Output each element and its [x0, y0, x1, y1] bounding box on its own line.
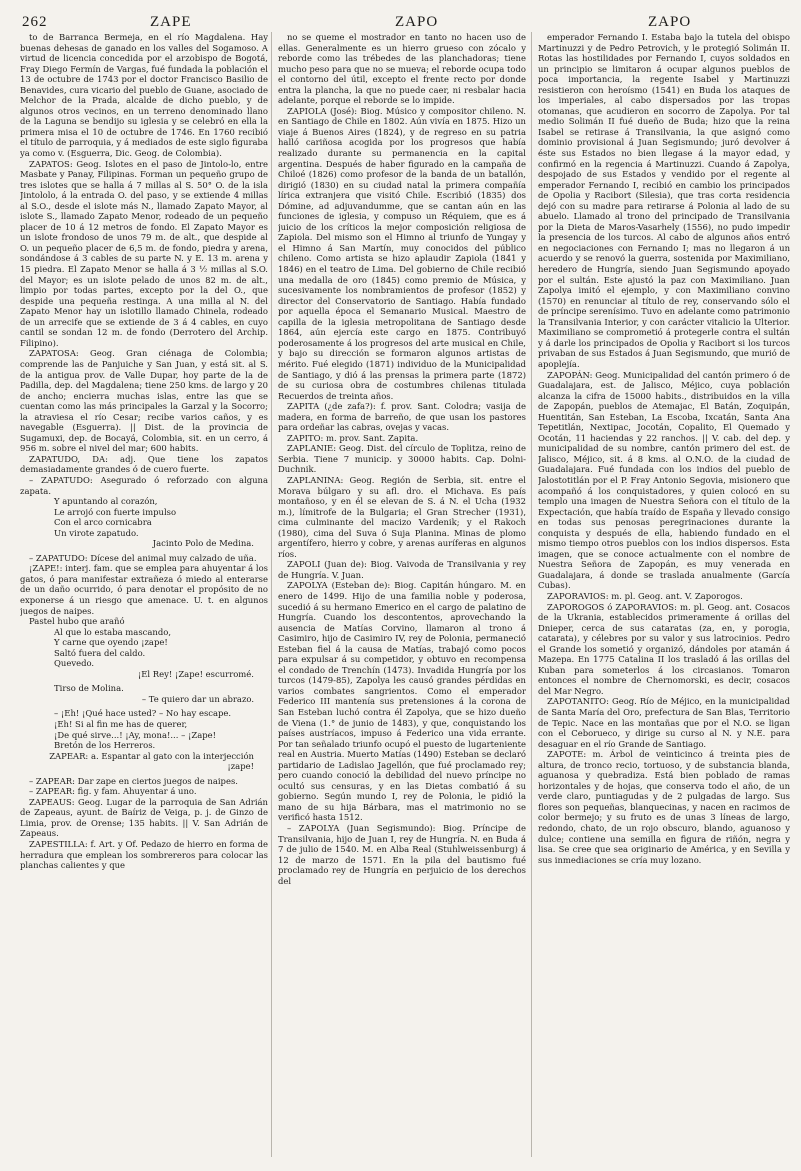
entry-paragraph: ¡Eh! Si al fin me has de querer, [54, 719, 188, 729]
entry-paragraph: Al que lo estaba mascando, [54, 626, 172, 637]
page-number: 262 [22, 14, 48, 30]
entry-paragraph: ZAPOLI (Juan de): Biog. Vaivoda de Transilvania y rey de Hungría. V. Juan. [278, 559, 526, 580]
entry-paragraph: no se queme el mostrador en tanto no hacen uso de ellas. Generalmente es un hierro grueso con zócalo y reborde como las trébedes de las planchadoras; tiene mucho peso para que no se mueva; el reborde ocupa todo el contorno del útil, excepto el frente recto por donde entra la plancha, la que no puede caer, ni resbalar hacia adelante, porque el reborde se lo impide. [278, 32, 526, 106]
entry-paragraph: ZAPATUDO, DA: adj. Que tiene los zapatos demasiadamente grandes ó de cuero fuerte. [20, 453, 268, 475]
entry-paragraph: ZAPITO: m. prov. Sant. Zapita. [287, 432, 419, 443]
running-head-right: ZAPO [648, 14, 692, 30]
entry-paragraph: ZAPORAVIOS: m. pl. Geog. ant. V. Zaporogos. [547, 590, 743, 601]
entry-paragraph: ¡De qué sirve...! ¡Ay, mona!... – ¡Zape! [54, 729, 217, 740]
entry-paragraph: to de Barranca Bermeja, en el río Magdalena. Hay buenas dehesas de ganado en los valles del Sogamoso. A virtud de licencia concedida por el arzobispo de Bogotá, Fray Diego Fermín de Vargas, fué fundada la población el 13 de octubre de 1743 por el doctor Francisco Basilio de Benavides, cura vicario del pueblo de Guane, asociado de Melchor de la Prada, alcalde de dicho pueblo, y de algunos otros vecinos, en un terreno denominado llano de la Laguna se bendijo su iglesia y se celebró en ella la primera misa el 10 de octubre de 1746. En 1760 recibió el título de parroquia, y á mediados de este siglo figuraba ya como v. (Esguerra, Dic. Geog. de Colombia). [20, 32, 268, 159]
entry-paragraph: – ZAPEAR: Dar zape en ciertos juegos de naipes. [29, 775, 238, 786]
entry-paragraph: – ZAPATUDO: Dícese del animal muy calzado de uña. [29, 552, 257, 563]
entry-paragraph: Un virote zapatudo. [54, 527, 139, 538]
column-rule [531, 32, 532, 1157]
entry-paragraph: – Te quiero dar un abrazo. [141, 693, 254, 704]
running-head-left: ZAPE [150, 14, 192, 30]
entry-paragraph: ¡El Rey! ¡Zape! escurromé. [137, 668, 254, 679]
entry-paragraph: Y apuntando al corazón, [54, 496, 158, 507]
text-column-1 [20, 32, 268, 1162]
running-head-middle: ZAPO [395, 14, 439, 30]
column-rule [271, 32, 272, 1157]
entry-paragraph: – ZAPOLYA (Juan Segismundo): Biog. Príncipe de Transilvania, hijo de Juan I, rey de Hungría. N. en Buda á 7 de julio de 1540. M. en Alba Real (Stuhlweissenburg) á 12 de marzo de 1571. En la pila del bautismo fué proclamado rey de Hungría en perjuicio de los derechos del [278, 823, 526, 886]
entry-paragraph: – ZAPEAR: fig. y fam. Ahuyentar á uno. [29, 786, 197, 797]
entry-paragraph: Bretón de los Herreros. [54, 740, 156, 751]
entry-paragraph: ZAPOTANITO: Geog. Río de Méjico, en la municipalidad de Santa María del Oro, prefectura de San Blas, Territorio de Tepic. Nace en las montañas que por el N.O. se ligan con el Ceborueco, y dirige su curso al N. y N.E. para desaguar en el río Grande de Santiago. [538, 696, 790, 749]
entry-paragraph: Jacinto Polo de Medina. [152, 538, 254, 549]
entry-paragraph: Pastel hubo que arañó [29, 616, 125, 627]
entry-paragraph: Con el arco cornicabra [54, 517, 152, 528]
entry-paragraph: ZAPLANIE: Geog. Dist. del círculo de Toplitza, reino de Serbia. Tiene 7 municip. y 30000 habits. Cap. Dolni-Duchnik. [278, 443, 526, 475]
entry-paragraph: ZAPIOLA (José): Biog. Músico y compositor chileno. N. en Santiago de Chile en 1802. Aún vivía en 1875. Hizo un viaje á Buenos Aires (1824), y de regreso en su patria halló cariñosa acogida por los progresos que había realizado durante su permanencia en la capital argentina. Después de haber figurado en la campaña de Chiloé (1826) como profesor de la banda de un batallón, dirigió (1830) en su ciudad natal la primera compañía lírica extranjera que visitó Chile. Escribió (1835) dos Dómine, ad adjuvandumme, que se cantan aún en las funciones de iglesia, y compuso un Réquiem, que es á juicio de los críticos la mejor composición religiosa de Zapiola. Del mismo son el Himno al triunfo de Yungay y el Himno á San Martín, muy conocidos del público chileno. Como artista se hizo aplaudir Zapiola (1841 y 1846) en el teatro de Lima. Del gobierno de Chile recibió una medalla de oro (1845) como premio de Música, y sucesivamente los nombramientos de profesor (1852) y director del Conservatorio de Santiago. Había fundado por aquella época el Semanario Musical. Maestro de capilla de la iglesia metropolitana de Santiago desde 1864, aún ejercía este cargo en 1875. Contribuyó poderosamente á los progresos del arte musical en Chile, y bajo su dirección se formaron algunos artistas de mérito. Fué elegido (1871) individuo de la Municipalidad de Santiago, y dió á las prensas la primera parte (1872) de su curiosa obra de costumbres chilenas titulada Recuerdos de treinta años. [278, 105, 526, 401]
entry-paragraph: ZAPOLYA (Esteban de): Biog. Capitán húngaro. M. en enero de 1499. Hijo de una familia noble y poderosa, sucedió á su hermano Emerico en el cargo de palatino de Hungría. Cuando los descontentos, aprovechando la ausencia de Matías Corvino, llamaron al trono á Casimiro, hijo de Casimiro IV, rey de Polonia, permaneció Esteban fiel á la causa de Matías, trabajó como pocos para expulsar á su competidor, y obtuvo en recompensa el condado de Trenchín (1473). Invadida Hungría por los turcos (1479-85), Zapolya les causó grandes pérdidas en varios combates sangrientos. Como el emperador Federico III mantenía sus pretensiones á la corona de San Esteban luchó contra él Zapolya, que se hizo dueño de Viena (1.° de junio de 1483), y que, conquistando los países austríacos, impuso á Federico una vida errante. Por tan señalado triunfo ocupó el puesto de lugarteniente real en Austria. Muerto Matías (1490) Esteban se declaró partidario de Ladislao Jagellón, que fué proclamado rey; pero cuando conoció la debilidad del nuevo príncipe no ocultó sus censuras, y en las Dietas combatió á su gobierno. Según mundo I, rey de Polonia, le pidió la mano de su hija Bárbara, mas el matrimonio no se verificó hasta 1512. [278, 580, 526, 823]
entry-paragraph: ZAPOROGOS ó ZAPORAVIOS: m. pl. Geog. ant. Cosacos de la Ukrania, establecidos primeramente á orillas del Dnieper, cerca de sus cataratas (za, en, y porogia, catarata), y célebres por su valor y sus latrocinios. Pedro el Grande los sometió y organizó, dándoles por atamán á Mazepa. En 1775 Catalina II los trasladó á las orillas del Kuban para someterlos á los circasianos. Tomaron entonces el nombre de Chernomorski, es decir, cosacos del Mar Negro. [538, 601, 790, 696]
text-column-3 [538, 32, 790, 1162]
entry-paragraph: ZAPESTILLA: f. Art. y Of. Pedazo de hierro en forma de herradura que emplean los sombrereros para colocar las planchas calientes y que [20, 839, 268, 871]
entry-paragraph: ZAPOTE: m. Árbol de veinticinco á treinta pies de altura, de tronco recio, tortuoso, y de substancia blanda, aguanosa y quebradiza. Está bien poblado de ramas horizontales y de hojas, que conserva todo el año, de un verde claro, puntiagudas y de 2 pulgadas de largo. Sus flores son pequeñas, blanquecinas, y nacen en racimos de color bermejo; y su fruto es de unas 3 líneas de largo, redondo, chato, de un rojo obscuro, blando, aguanoso y dulce; contiene una semilla en figura de riñón, negra y lisa. Se cree que sea originario de América, y en Sevilla y sus inmediaciones se cría muy lozano. [538, 749, 790, 865]
entry-paragraph: Saltó fuera del caldo. [54, 647, 146, 658]
entry-paragraph: emperador Fernando I. Estaba bajo la tutela del obispo Martinuzzi y de Pedro Petrovich, y le protegió Solimán II. Rotas las hostilidades por Fernando I, cuyos soldados en un principio se limitaron á ocupar algunos pueblos de poca importancia, la regente Isabel y Martinuzzi resistieron con heroísmo (1541) en Buda los ataques de los imperiales, al cabo dispersados por las tropas otomanas, que acudieron en socorro de Zapolya. Por tal medio Solimán II fué dueño de Buda; hizo que la reina Isabel se retirase á Transilvania, la que asignó como dominio provisional á Juan Segismundo; juró devolver á éste sus Estados no bien llegase á la mayor edad, y confirmó en la regencia á Martinuzzi. Cuando á Zapolya, despojado de sus Estados y vendido por el regente al emperador Fernando I, recibió en cambio los principados de Opolia y Racibort (Silesia), que tras corta residencia dejó con su madre para retirarse á Polonia al lado de su abuelo. Llamado al trono del principado de Transilvania por la Dieta de Maros-Vasarhely (1556), no pudo impedir la presencia de los turcos. Al cabo de algunos años entró en negociaciones con Fernando I; mas no llegaron á un acuerdo y se renovó la guerra, sostenida por Maximiliano, heredero de Hungría, siendo Juan Segismundo apoyado por el sultán. Este ajustó la paz con Maximiliano. Juan Zapolya imitó el ejemplo, y con Maximiliano convino (1570) en renunciar al título de rey, conservando sólo el de príncipe serenísimo. Tuvo en adelante como patrimonio la Transilvania Interior, y con carácter vitalicio la Ulterior. Maximiliano se comprometió á protegerle contra el sultán y á darle los principados de Opolia y Racibort si los turcos privaban de sus Estados á Juan Segismundo, que murió de apoplejía. [538, 32, 790, 369]
entry-paragraph: Le arrojó con fuerte impulso [54, 506, 177, 517]
entry-paragraph: Tirso de Molina. [54, 683, 124, 694]
entry-paragraph: ZAPEAUS: Geog. Lugar de la parroquia de San Adrián de Zapeaus, ayunt. de Baíriz de Veiga, p. j. de Ginzo de Limia, prov. de Orense; 135 habits. || V. San Adrián de Zapeaus. [20, 796, 268, 839]
entry-paragraph: ZAPITA (¿de zafa?): f. prov. Sant. Colodra; vasija de madera, en forma de barreño, de que usan los pastores para ordeñar las cabras, ovejas y vacas. [278, 401, 526, 433]
text-column-2 [278, 32, 526, 1162]
entry-paragraph: Quevedo. [54, 658, 95, 669]
entry-paragraph: ZAPEAR: a. Espantar al gato con la interjección ¡zape! [49, 750, 254, 772]
entry-paragraph: ZAPATOSA: Geog. Gran ciénaga de Colombia; comprende las de Panjuiche y San Juan, y está sit. al S. de la antigua prov. de Valle Dupar, hoy parte de la de Padilla, dep. del Magdalena; tiene 250 kms. de largo y 20 de ancho; encierra muchas islas, entre las que se cuentan como las más principales la Garzal y la Socorro; la atraviesa el río Cesar; recibe varios caños, y es navegable (Esguerra). || Dist. de la provincia de Sugamuxi, dep. de Bocayá, Colombia, sit. en un cerro, á 956 m. sobre el nivel del mar; 600 habits. [20, 348, 268, 454]
entry-paragraph: – ZAPATUDO: Asegurado ó reforzado con alguna zapata. [20, 474, 268, 496]
entry-paragraph: ZAPLANINA: Geog. Región de Serbia, sit. entre el Morava búlgaro y su afl. dro. el Michava. Es país montañoso, y en él se elevan de S. á N. el Ucha (1932 m.), límitrofe de la Bulgaria; el Gran Strecher (1931), cima culminante del macizo Vardenik; y el Rakoch (1980), cima del Suva ó Suja Planina. Minas de plomo argentífero, hierro y cobre, y arenas auríferas en algunos ríos. [278, 474, 526, 559]
entry-paragraph: ZAPOPÁN: Geog. Municipalidad del cantón primero ó de Guadalajara, est. de Jalisco, Méjico, cuya población alcanza la cifra de 15000 habits., distribuidos en la villa de Zapopán, pueblos de Atemajac, El Batán, Zoquipán, Huentitán, San Esteban, La Escoba, Ixcatán, Santa Ana Tepetitlán, Nextipac, Jocotán, Copalito, El Quemado y Ocotán, 11 haciendas y 22 ranchos. || V. cab. del dep. y municipalidad de su nombre, cantón primero del est. de Jalisco, Méjico, sit. á 8 kms. al O.N.O. de la ciudad de Guadalajara. Fué fundada con los indios del pueblo de Jalostotitlán por el P. Fray Antonio Segovia, misionero que acompañó á los conquistadores, y quien colocó en su templo una imagen de Nuestra Señora con el título de la Expectación, que había traído de España y llevado consigo en todas sus penosas peregrinaciones durante la conquista y después de ella, habiendo fundado en el mismo tiempo otros pueblos con los indios dispersos. Esta imagen, que se conoce actualmente con el nombre de Nuestra Señora de Zapopán, es muy venerada en Guadalajara, á donde se traslada anualmente (García Cubas). [538, 369, 790, 591]
entry-paragraph: ZAPATOS: Geog. Islotes en el paso de Jintolo-lo, entre Masbate y Panay, Filipinas. Forman un pequeño grupo de tres islotes que se halla á 7 millas al S. 50° O. de la isla Jintololo, á la entrada O. del paso, y se extiende 4 millas al S.O., desde el islote más N., llamado Zapato Mayor, al islote S., llamado Zapato Menor, rodeado de un pequeño placer de 10 á 12 metros de fondo. El Zapato Mayor es un islote frondoso de unos 79 m. de alt., que despide al O. un pequeño placer de 6,5 m. de fondo, piedra y arena, sondándose á 3 cables de su parte N. y E. 13 m. arena y 15 piedra. El Zapato Menor se halla á 3 ½ millas al S.O. del Mayor; es un islote pelado de unos 82 m. de alt., limpio por todas partes, excepto por la del O., que despide una pequeña restinga. A una milla al N. del Zapato Menor hay un islotillo llamado Chinela, rodeado de un arrecife que se extiende de 3 á 4 cables, en cuyo cantil se sondan 12 m. de fondo (Derrotero del Archip. Filipino). [20, 158, 268, 348]
entry-paragraph: ¡ZAPE!: interj. fam. que se emplea para ahuyentar á los gatos, ó para manifestar extrañeza ó miedo al enterarse de un daño ocurrido, ó para denotar el propósito de no exponerse á un riesgo que amenace. U. t. en algunos juegos de naipes. [20, 563, 268, 616]
entry-paragraph: Y carne que oyendo ¡zape! [54, 637, 168, 648]
entry-paragraph: – ¡Eh! ¡Qué hace usted? – No hay escape. [54, 708, 232, 719]
